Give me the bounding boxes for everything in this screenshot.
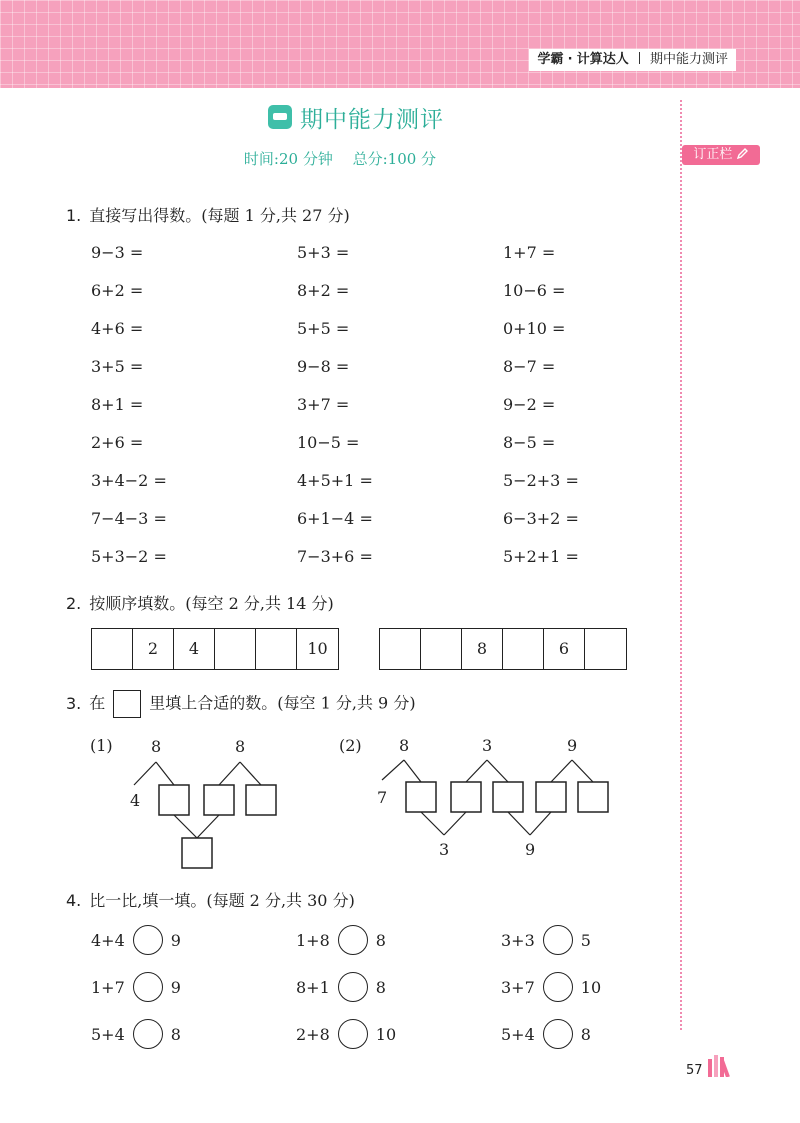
sequence-cell[interactable]: 4 [174, 629, 215, 669]
tree-side-number: 4 [130, 791, 141, 810]
tree-line [444, 812, 466, 835]
comparison-left: 1+8 [296, 930, 330, 950]
equation: 3+7 = [297, 395, 350, 414]
q1-text: 直接写出得数。(每题 1 分,共 27 分) [89, 206, 350, 225]
equation: 6+2 = [91, 281, 144, 300]
comparison-item [501, 925, 591, 955]
equation: 9−2 = [503, 395, 556, 414]
answer-box[interactable] [204, 785, 234, 815]
comparison-item [296, 1019, 396, 1049]
tree-side-number: 7 [377, 788, 388, 807]
equation: 6+1−4 = [297, 509, 373, 528]
comparison-circle[interactable] [543, 1019, 573, 1049]
q1-number: 1. [66, 206, 82, 225]
correction-label: 订正栏 [693, 147, 733, 162]
comparison-left: 5+4 [91, 1024, 125, 1044]
equation: 4+6 = [91, 319, 144, 338]
equation: 8+1 = [91, 395, 144, 414]
comparison-item [91, 972, 181, 1002]
page-title: 期中能力测评 [300, 106, 444, 133]
tree-line [174, 815, 197, 838]
tree-line [197, 815, 219, 838]
comparison-right: 5 [580, 930, 591, 950]
comparison-right: 8 [580, 1024, 591, 1044]
equation: 9−3 = [91, 243, 144, 262]
comparison-left: 5+4 [501, 1024, 535, 1044]
comparison-right: 10 [375, 1024, 397, 1044]
equation: 9−8 = [297, 357, 350, 376]
answer-box[interactable] [578, 782, 608, 812]
part2-label: (2) [339, 736, 362, 755]
q2-number: 2. [66, 594, 82, 613]
sequence-cell[interactable]: 8 [462, 629, 503, 669]
tree-top-number: 8 [151, 737, 162, 756]
equation: 7−3+6 = [297, 547, 373, 566]
q4-title [66, 888, 355, 911]
q3-prefix: 在 [89, 693, 106, 713]
comparison-left: 1+7 [91, 977, 125, 997]
equation: 8−5 = [503, 433, 556, 452]
comparison-left: 2+8 [296, 1024, 330, 1044]
tree-line [530, 812, 551, 835]
equation: 5+3−2 = [91, 547, 167, 566]
answer-box[interactable] [246, 785, 276, 815]
equation: 6−3+2 = [503, 509, 579, 528]
comparison-circle[interactable] [338, 925, 368, 955]
equation: 1+7 = [503, 243, 556, 262]
answer-box[interactable] [159, 785, 189, 815]
comparison-right: 9 [170, 977, 181, 997]
comparison-item [501, 972, 601, 1002]
equation: 5−2+3 = [503, 471, 579, 490]
equation: 4+5+1 = [297, 471, 373, 490]
comparison-circle[interactable] [338, 1019, 368, 1049]
equation: 3+5 = [91, 357, 144, 376]
book-name: 计算达人 [576, 52, 629, 67]
tree-line [134, 762, 156, 785]
comparison-circle[interactable] [133, 1019, 163, 1049]
equation: 7−4−3 = [91, 509, 167, 528]
sequence-cell[interactable]: 6 [544, 629, 585, 669]
part1-label: (1) [90, 736, 113, 755]
answer-box[interactable] [493, 782, 523, 812]
comparison-item [296, 972, 386, 1002]
equation: 8+2 = [297, 281, 350, 300]
tree-line [508, 812, 530, 835]
equation: 8−7 = [503, 357, 556, 376]
comparison-item [91, 1019, 181, 1049]
comparison-circle[interactable] [133, 925, 163, 955]
tree-line [466, 760, 487, 782]
q4-text: 比一比,填一填。(每题 2 分,共 30 分) [89, 891, 355, 910]
comparison-item [501, 1019, 591, 1049]
page-number: 57 [686, 1063, 703, 1078]
answer-box[interactable] [406, 782, 436, 812]
sequence-cell[interactable]: 2 [133, 629, 174, 669]
equation: 3+4−2 = [91, 471, 167, 490]
tree-top-number: 3 [482, 736, 493, 755]
comparison-item [91, 925, 181, 955]
q2-text: 按顺序填数。(每空 2 分,共 14 分) [89, 594, 334, 613]
tree-top-number: 8 [399, 736, 410, 755]
tree-line [382, 760, 404, 780]
header-dot: · [567, 52, 573, 67]
comparison-right: 8 [375, 977, 386, 997]
comparison-right: 9 [170, 930, 181, 950]
comparison-left: 3+3 [501, 930, 535, 950]
equation: 10−6 = [503, 281, 566, 300]
comparison-circle[interactable] [543, 925, 573, 955]
comparison-left: 3+7 [501, 977, 535, 997]
answer-box[interactable] [536, 782, 566, 812]
equation: 5+5 = [297, 319, 350, 338]
comparison-right: 10 [580, 977, 602, 997]
answer-box[interactable] [451, 782, 481, 812]
tree-line [421, 812, 444, 835]
comparison-left: 8+1 [296, 977, 330, 997]
comparison-item [296, 925, 386, 955]
tree-line [156, 762, 174, 785]
comparison-circle[interactable] [133, 972, 163, 1002]
tree-bottom-number: 9 [525, 840, 536, 859]
answer-box[interactable] [182, 838, 212, 868]
comparison-right: 8 [375, 930, 386, 950]
books-icon [708, 1055, 738, 1077]
comparison-left: 4+4 [91, 930, 125, 950]
comparison-circle[interactable] [338, 972, 368, 1002]
comparison-right: 8 [170, 1024, 181, 1044]
unit-name: 期中能力测评 [649, 52, 728, 67]
q3-number: 3. [66, 693, 82, 713]
sequence-cell[interactable]: 10 [307, 639, 328, 658]
equation: 2+6 = [91, 433, 144, 452]
equation: 5+3 = [297, 243, 350, 262]
tree-line [487, 760, 508, 782]
page-subtitle: 时间:20 分钟 总分:100 分 [243, 150, 437, 168]
tree-bottom-number: 3 [439, 840, 450, 859]
comparison-circle[interactable] [543, 972, 573, 1002]
tree-line [404, 760, 421, 782]
q3-text: 里填上合适的数。(每空 1 分,共 9 分) [149, 693, 416, 713]
tree-line [240, 762, 261, 785]
equation: 0+10 = [503, 319, 566, 338]
tree-top-number: 9 [567, 736, 578, 755]
q4-number: 4. [66, 891, 82, 910]
series-name: 学霸 [537, 52, 564, 67]
tree-line [219, 762, 240, 785]
equation: 5+2+1 = [503, 547, 579, 566]
tree-line [572, 760, 593, 782]
tree-line [551, 760, 572, 782]
equation: 10−5 = [297, 433, 360, 452]
tree-top-number: 8 [235, 737, 246, 756]
